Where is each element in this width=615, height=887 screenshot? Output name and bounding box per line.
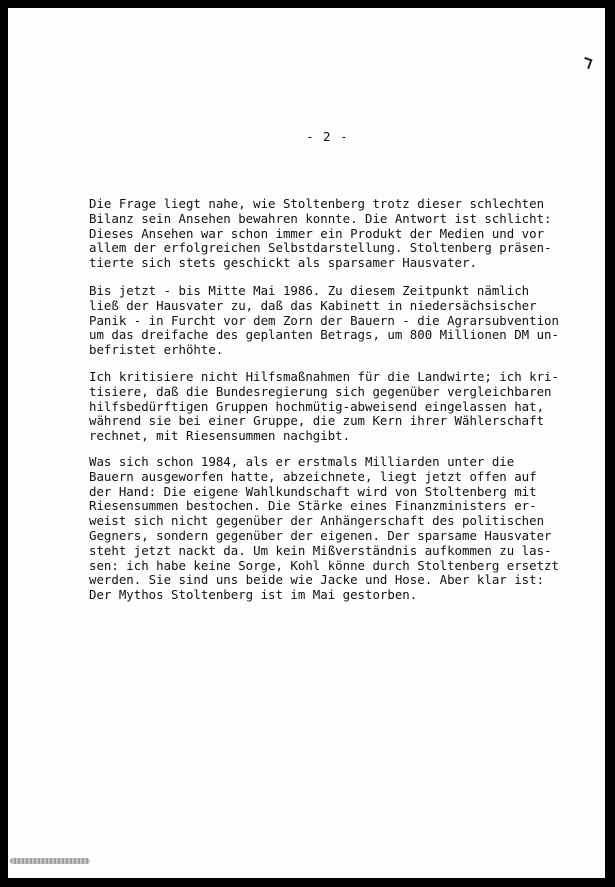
text-line: tierte sich stets geschickt als sparsamer Hausvater. <box>89 255 477 271</box>
document-page <box>8 8 605 878</box>
text-line: ließ der Hausvater zu, daß das Kabinett in niedersächsischer <box>89 297 537 313</box>
text-line: hilfsbedürftigen Gruppen hochmütig-abweisend eingelassen hat, <box>89 398 545 414</box>
text-line: Was sich schon 1984, als er erstmals Milliarden unter die <box>89 454 515 469</box>
paragraph-3 <box>89 370 569 444</box>
text-line: rechnet, mit Riesensummen nachgibt. <box>89 428 351 444</box>
text-line: werden. Sie sind uns beide wie Jacke und Hose. Aber klar ist: <box>89 572 545 588</box>
text-line: steht jetzt nackt da. Um kein Mißverständnis aufkommen zu las- <box>89 542 552 558</box>
scan-smudge <box>10 858 90 864</box>
text-line: Ich kritisiere nicht Hilfsmaßnahmen für die Landwirte; ich kri- <box>89 369 559 384</box>
page-number: - 2 - <box>306 129 349 144</box>
text-line: allem der erfolgreichen Selbstdarstellung. Stoltenberg präsen- <box>89 240 552 256</box>
text-line: um das dreifache des geplanten Betrags, um 800 Millionen DM un- <box>89 327 559 343</box>
text-line: Die Frage liegt nahe, wie Stoltenberg trotz dieser schlechten <box>89 196 545 211</box>
text-line: während sie bei einer Gruppe, die zum Kern ihrer Wählerschaft <box>89 413 545 429</box>
text-line: Panik - in Furcht vor dem Zorn der Bauern - die Agrarsubvention <box>89 312 559 328</box>
text-line: Der Mythos Stoltenberg ist im Mai gestorben. <box>89 587 418 603</box>
text-line: Bilanz sein Ansehen bewahren konnte. Die Antwort ist schlicht: <box>89 210 552 226</box>
text-line: befristet erhöhte. <box>89 342 224 358</box>
text-line: Bauern ausgeworfen hatte, abzeichnete, liegt jetzt offen auf <box>89 468 537 484</box>
text-line: weist sich nicht gegenüber der Anhängerschaft des politischen <box>89 513 545 529</box>
paragraph-1 <box>89 197 569 271</box>
text-line: tisiere, daß die Bundesregierung sich gegenüber vergleichbaren <box>89 383 552 399</box>
text-line: Dieses Ansehen war schon immer ein Produkt der Medien und vor <box>89 225 545 241</box>
corner-mark <box>582 57 593 69</box>
text-line: Riesensummen bestochen. Die Stärke eines Finanzministers er- <box>89 498 537 514</box>
text-line: Gegners, sondern gegenüber der eigenen. Der sparsame Hausvater <box>89 527 552 543</box>
text-line: der Hand: Die eigene Wahlkundschaft wird von Stoltenberg mit <box>89 483 537 499</box>
text-line: Bis jetzt - bis Mitte Mai 1986. Zu diesem Zeitpunkt nämlich <box>89 283 530 298</box>
paragraph-2 <box>89 284 569 358</box>
paragraph-4 <box>89 455 569 603</box>
text-line: sen: ich habe keine Sorge, Kohl könne durch Stoltenberg ersetzt <box>89 557 559 573</box>
